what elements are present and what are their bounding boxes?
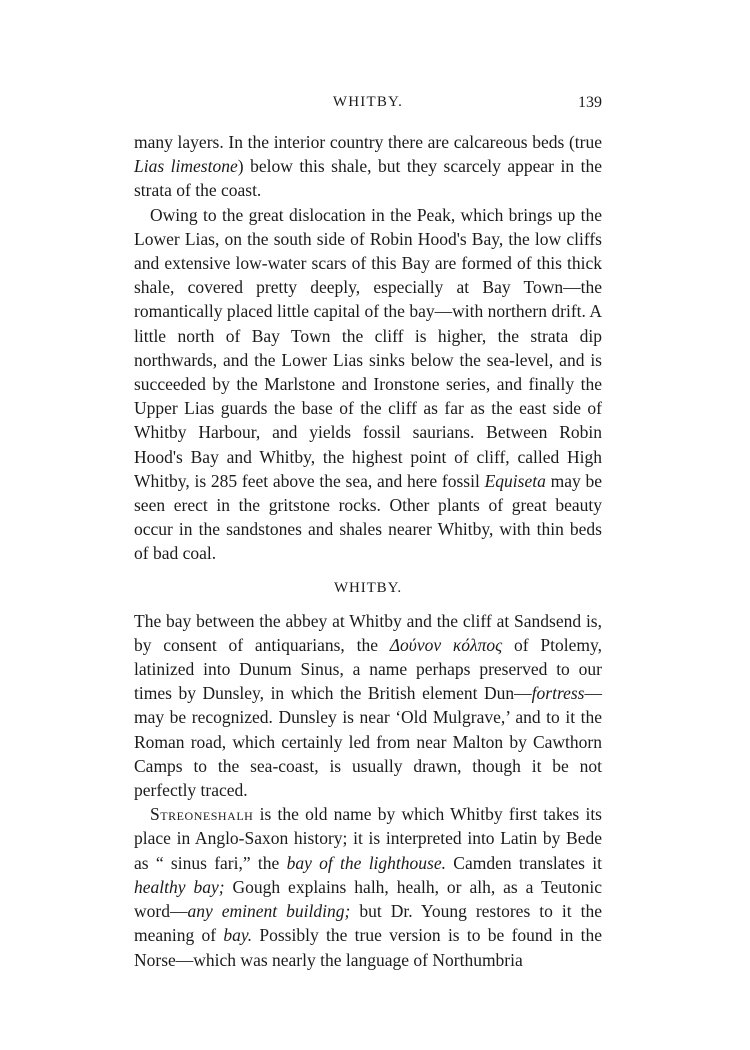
text-run: but Dr. Young restores to it the meaning of	[134, 901, 603, 946]
section-heading: WHITBY.	[333, 579, 403, 596]
text-run: Camden translates it	[446, 852, 602, 873]
italic-run: fortress	[531, 683, 585, 704]
paragraph	[134, 130, 602, 203]
italic-run: Δούνον κόλπος	[389, 634, 503, 655]
text-run: is the old name by which Whitby first takes its place in Anglo-Saxon history; it is interpreted into Latin by Bede as “ sinus fari,” the	[134, 804, 602, 873]
text-run: The bay between the abbey at Whitby and the cliff at Sandsend is, by consent of antiquarians, the	[134, 610, 602, 655]
body-text	[134, 130, 602, 972]
text-run: of Ptolemy, latinized into Dunum Sinus, a name perhaps preserved to our times by Dunsley, in which the British element Dun—	[134, 634, 602, 704]
italic-run: healthy bay;	[134, 876, 225, 897]
page-number: 139	[578, 94, 602, 111]
text-run: ) below this shale, but they scarcely appear in the strata of the coast.	[134, 156, 602, 201]
text-run: —may be recognized. Dunsley is near ‘Old Mulgrave,’ and to it the Roman road, which certainly led from near Malton by Cawthorn Camps to the sea-coast, is usually drawn, though it be not perfectly traced.	[134, 683, 602, 801]
italic-run: Equiseta	[484, 470, 546, 491]
italic-run: bay.	[223, 925, 253, 946]
paragraph	[134, 802, 602, 971]
text-run: may be seen erect in the gritstone rocks. Other plants of great beauty occur in the sandstones and shales nearer Whitby, with thin beds of bad coal.	[134, 470, 602, 564]
italic-run: bay of the lighthouse.	[286, 852, 446, 873]
italic-run: Lias limestone	[134, 156, 238, 177]
running-title: WHITBY.	[332, 94, 404, 110]
paragraph	[134, 609, 602, 803]
paragraph	[134, 203, 602, 566]
text-run: many layers. In the interior country there are calcareous beds (true	[134, 132, 602, 152]
text-run: Gough explains halh, healh, or alh, as a Teutonic word—	[134, 876, 602, 922]
small-caps-run: Streoneshalh	[150, 804, 254, 825]
text-run: Owing to the great dislocation in the Peak, which brings up the Lower Lias, on the south side of Robin Hood's Bay, the low cliffs and extensive low-water scars of this Bay are formed of this thick shale, covered pretty deeply, especially at Bay Town—the romantically placed little capital of the bay—with northern drift. A little north of Bay Town the cliff is higher, the strata dip northwards, and the Lower Lias sinks below the sea-level, and is succeeded by the Marlstone and Ironstone series, and finally the Upper Lias guards the base of the cliff as far as the east side of Whitby Harbour, and yields fossil saurians. Between Robin Hood's Bay and Whitby, the highest point of cliff, called High Whitby, is 285 feet above the sea, and here fossil	[134, 204, 602, 491]
text-run: Possibly the true version is to be found in the Norse—which was nearly the language of Northumbria	[134, 925, 602, 970]
italic-run: any eminent building;	[187, 901, 351, 922]
